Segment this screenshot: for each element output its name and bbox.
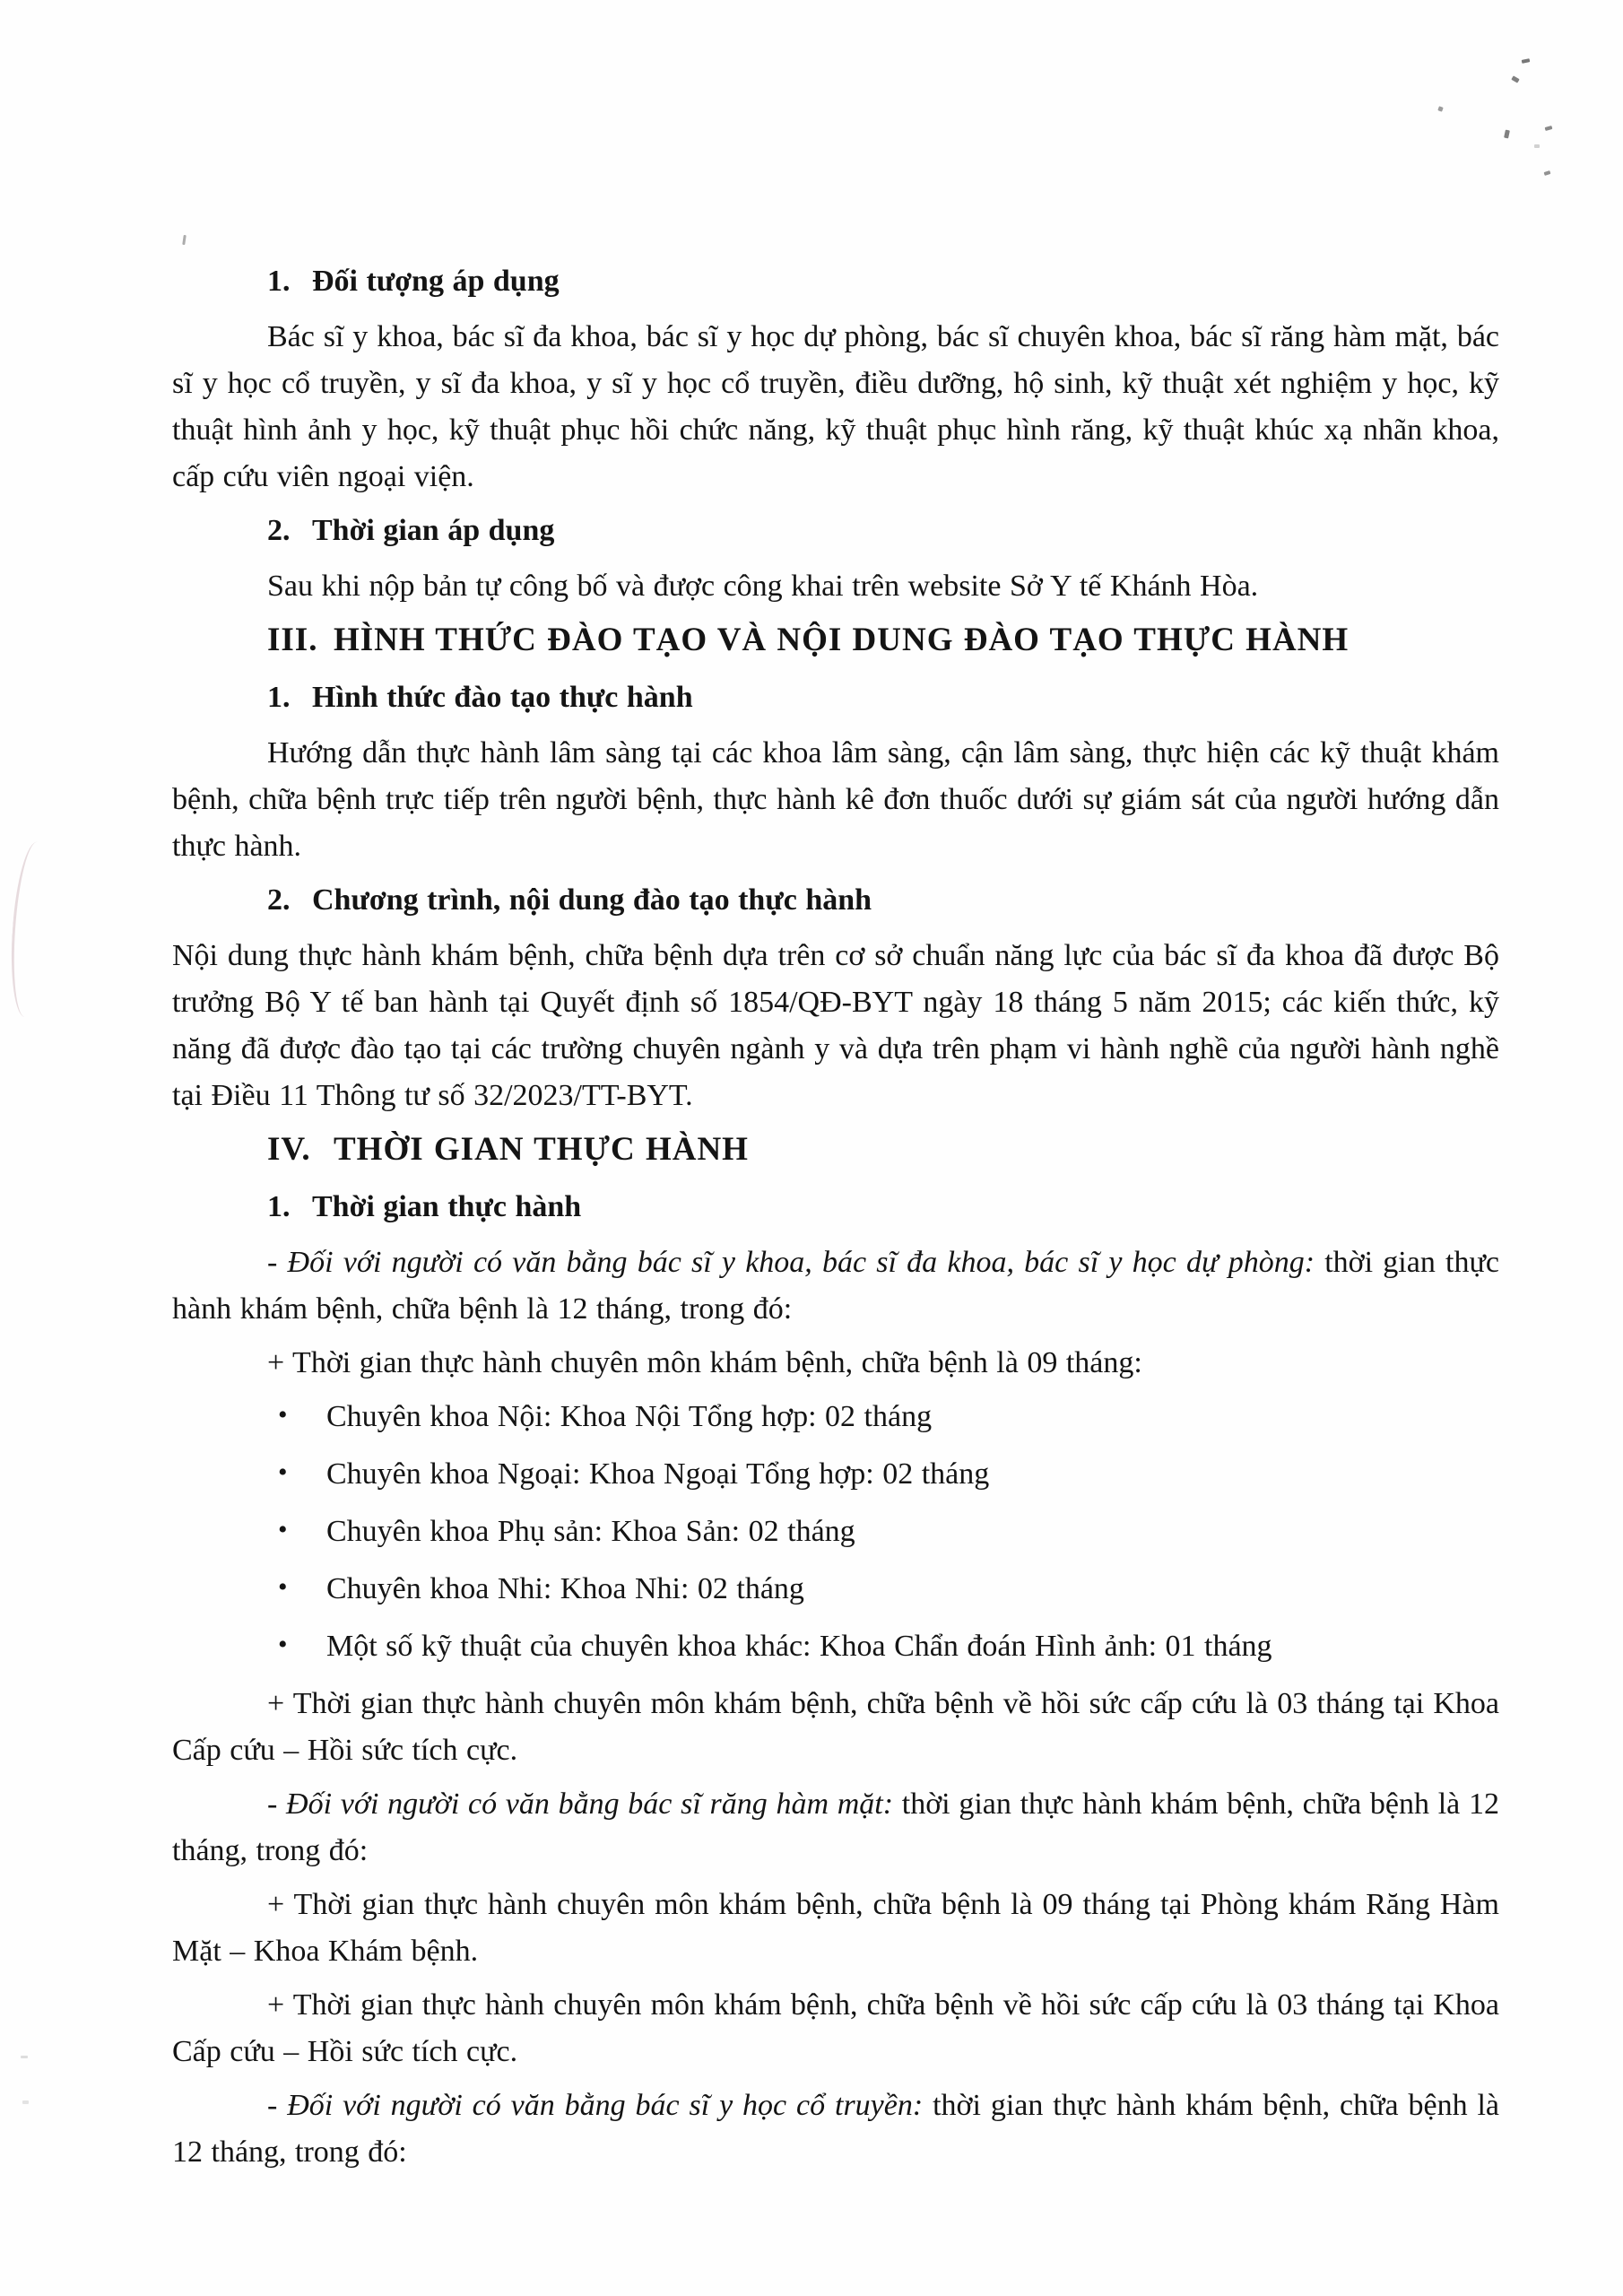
paragraph-text: thời gian thực hành khám bệnh, chữa bệnh là 12 tháng, trong đó: bbox=[172, 1246, 1499, 1326]
heading-number: 2. bbox=[267, 514, 291, 547]
scan-speck bbox=[1522, 58, 1531, 64]
bullet-dot-icon: • bbox=[278, 1515, 288, 1544]
paragraph-van-bang-rang-ham-mat bbox=[172, 1781, 1499, 1874]
paragraph-doi-tuong: Bác sĩ y khoa, bác sĩ đa khoa, bác sĩ y học dự phòng, bác sĩ chuyên khoa, bác sĩ răng hàm mặt, bác sĩ y học cổ truyền, y sĩ đa khoa, y sĩ y học cổ truyền, điều dưỡng, hộ sinh, kỹ thuật xét nghiệm y học, kỹ thuật hình ảnh y học, kỹ thuật phục hồi chức năng, kỹ thuật phục hình răng, kỹ thuật khúc xạ nhãn khoa, cấp cứu viên ngoại viện. bbox=[172, 320, 1499, 493]
subsection-heading-thoi-gian-thuc-hanh bbox=[172, 1184, 1499, 1231]
scan-speck bbox=[1511, 75, 1519, 83]
bullet-dot-icon: • bbox=[278, 1400, 288, 1430]
heading-number: 1. bbox=[267, 681, 291, 714]
paragraph-van-bang-y-khoa bbox=[172, 1239, 1499, 1333]
bullet-item-noi bbox=[172, 1394, 1499, 1440]
scan-speck bbox=[182, 235, 187, 245]
paragraph-hinh-thuc: Hướng dẫn thực hành lâm sàng tại các khoa lâm sàng, cận lâm sàng, thực hiện các kỹ thuật khám bệnh, chữa bệnh trực tiếp trên người bệnh, thực hành kê đơn thuốc dưới sự giám sát của người hướng dẫn thực hành. bbox=[172, 736, 1499, 863]
scan-speck bbox=[22, 2100, 29, 2104]
bullet-item-ngoai bbox=[172, 1451, 1499, 1498]
scan-speck bbox=[1544, 170, 1551, 176]
bullet-text: Chuyên khoa Phụ sản: Khoa Sản: 02 tháng bbox=[326, 1515, 855, 1548]
scan-speck bbox=[1534, 144, 1540, 148]
paragraph-phong-kham-rhm: + Thời gian thực hành chuyên môn khám bệnh, chữa bệnh là 09 tháng tại Phòng khám Răng Hàm Mặt – Khoa Khám bệnh. bbox=[172, 1888, 1499, 1968]
paragraph-hoi-suc-cap-cuu-2: + Thời gian thực hành chuyên môn khám bệnh, chữa bệnh về hồi sức cấp cứu là 03 tháng tại Khoa Cấp cứu – Hồi sức tích cực. bbox=[172, 1988, 1499, 2068]
heading-text: HÌNH THỨC ĐÀO TẠO VÀ NỘI DUNG ĐÀO TẠO THỰC HÀNH bbox=[334, 622, 1350, 658]
scan-speck bbox=[1504, 130, 1510, 139]
paragraph-van-bang-co-truyen bbox=[172, 2083, 1499, 2176]
document-body bbox=[172, 255, 1499, 2183]
paragraph-thoi-gian-ap-dung: Sau khi nộp bản tự công bố và được công khai trên website Sở Y tế Khánh Hòa. bbox=[267, 570, 1259, 603]
section-heading-iv bbox=[172, 1126, 1499, 1173]
heading-number: 1. bbox=[267, 1190, 291, 1223]
paragraph-noi-dung: Nội dung thực hành khám bệnh, chữa bệnh dựa trên cơ sở chuẩn năng lực của bác sĩ đa khoa đã được Bộ trưởng Bộ Y tế ban hành tại Quyết định số 1854/QĐ-BYT ngày 18 tháng 5 năm 2015; các kiến thức, kỹ năng đã được đào tạo tại các trường chuyên ngành y và dựa trên phạm vi hành nghề của người hành nghề tại Điều 11 Thông tư số 32/2023/TT-BYT. bbox=[172, 939, 1499, 1112]
subsection-heading-hinh-thuc bbox=[172, 674, 1499, 721]
subsection-heading-thoi-gian-ap-dung bbox=[172, 508, 1499, 554]
bullet-item-phu-san bbox=[172, 1509, 1499, 1555]
scan-speck bbox=[1545, 126, 1553, 131]
heading-number: 2. bbox=[267, 883, 291, 917]
italic-lead: - Đối với người có văn bằng bác sĩ y học cổ truyền: bbox=[267, 2089, 924, 2122]
italic-lead: - Đối với người có văn bằng bác sĩ y khoa, bác sĩ đa khoa, bác sĩ y học dự phòng: bbox=[267, 1246, 1315, 1279]
pencil-stroke-mark bbox=[6, 840, 47, 1018]
italic-lead: - Đối với người có văn bằng bác sĩ răng hàm mặt: bbox=[267, 1787, 894, 1821]
scan-speck bbox=[1437, 106, 1443, 111]
heading-text: Thời gian áp dụng bbox=[312, 514, 555, 547]
bullet-dot-icon: • bbox=[278, 1572, 288, 1602]
scan-speck bbox=[21, 2056, 28, 2058]
heading-number: IV. bbox=[267, 1131, 311, 1168]
bullet-text: Chuyên khoa Nhi: Khoa Nhi: 02 tháng bbox=[326, 1572, 804, 1605]
heading-text: Thời gian thực hành bbox=[312, 1190, 582, 1223]
bullet-text: Một số kỹ thuật của chuyên khoa khác: Khoa Chẩn đoán Hình ảnh: 01 tháng bbox=[326, 1630, 1272, 1663]
paragraph-text: thời gian thực hành khám bệnh, chữa bệnh là 12 tháng, trong đó: bbox=[172, 1787, 1499, 1867]
bullet-item-chan-doan-hinh-anh bbox=[172, 1623, 1499, 1670]
bullet-dot-icon: • bbox=[278, 1630, 288, 1659]
bullet-text: Chuyên khoa Nội: Khoa Nội Tổng hợp: 02 tháng bbox=[326, 1400, 933, 1433]
heading-text: Chương trình, nội dung đào tạo thực hành bbox=[312, 883, 872, 917]
paragraph-hoi-suc-cap-cuu-1: + Thời gian thực hành chuyên môn khám bệnh, chữa bệnh về hồi sức cấp cứu là 03 tháng tại Khoa Cấp cứu – Hồi sức tích cực. bbox=[172, 1687, 1499, 1767]
heading-number: 1. bbox=[267, 265, 291, 298]
bullet-item-nhi bbox=[172, 1566, 1499, 1613]
paragraph-text: thời gian thực hành khám bệnh, chữa bệnh là 12 tháng, trong đó: bbox=[172, 2089, 1499, 2169]
bullet-text: Chuyên khoa Ngoại: Khoa Ngoại Tổng hợp: 02 tháng bbox=[326, 1457, 990, 1491]
heading-text: Đối tượng áp dụng bbox=[312, 265, 560, 298]
subsection-heading-doi-tuong bbox=[172, 258, 1499, 305]
heading-text: Hình thức đào tạo thực hành bbox=[312, 681, 693, 714]
heading-text: THỜI GIAN THỰC HÀNH bbox=[334, 1131, 749, 1168]
section-heading-iii bbox=[172, 617, 1499, 664]
heading-number: III. bbox=[267, 622, 318, 658]
paragraph-chuyen-mon-09-thang: + Thời gian thực hành chuyên môn khám bệnh, chữa bệnh là 09 tháng: bbox=[267, 1346, 1142, 1379]
bullet-dot-icon: • bbox=[278, 1457, 288, 1487]
subsection-heading-chuong-trinh bbox=[172, 877, 1499, 924]
